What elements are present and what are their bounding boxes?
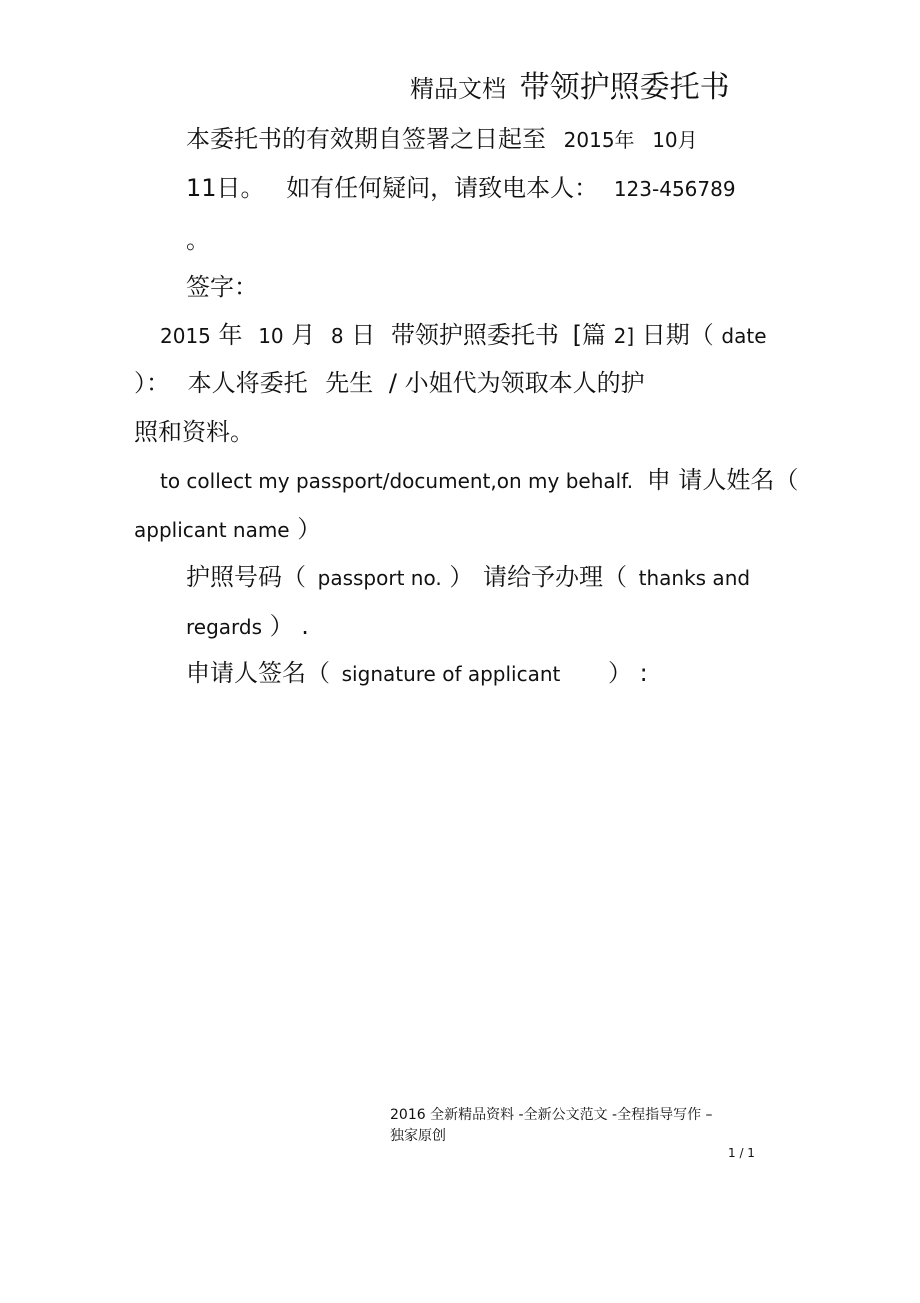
sign-en: signature of applicant [341, 662, 561, 686]
authorize-cont-line [134, 417, 254, 447]
period-line [186, 225, 210, 255]
please-label: 请给予办理（ [482, 563, 627, 591]
phone-number: 123-456789 [613, 177, 736, 201]
passport-en: passport no. [317, 566, 442, 590]
passport-line [186, 562, 750, 593]
part-label: [篇 [572, 321, 606, 349]
passport-close: ） [449, 563, 474, 591]
validity-day: 11日。 [186, 174, 265, 202]
date-year-unit: 年 [218, 321, 243, 349]
contact-text: 如有任何疑问，请致电本人： [286, 174, 599, 202]
footer-line-1 [390, 1106, 713, 1124]
sign-label: 申请人签名（ [186, 659, 330, 687]
applicant-close: ） [297, 515, 322, 543]
applicant-en: applicant name [134, 518, 290, 542]
footer-line-2 [390, 1127, 446, 1145]
applicant-label: 申 请人姓名（ [646, 466, 799, 494]
date-day-unit: 日 [351, 321, 376, 349]
date-month: 10 [258, 324, 284, 348]
sign-close: ） : [608, 659, 648, 687]
validity-line [186, 124, 698, 155]
authorize-line [134, 368, 645, 398]
date-line [160, 320, 767, 351]
footer-text-1: 2016 全新精品资料 -全新公文范文 -全程指导写作 – [390, 1107, 713, 1123]
ms-text: / 小姐代为领取本人的护 [388, 369, 645, 397]
part-number: 2] [613, 324, 635, 348]
applicant-name-line [134, 514, 321, 545]
footer-text-2: 独家原创 [390, 1128, 446, 1144]
validity-month: 10月 [652, 128, 698, 152]
collect-line [160, 465, 798, 496]
passport-label: 护照号码（ [186, 563, 306, 591]
contact-line [186, 173, 736, 204]
date-label: 日期（ [641, 321, 714, 349]
page-number [728, 1144, 755, 1162]
regards-en: regards [186, 615, 263, 639]
header [410, 70, 730, 107]
document-title: 带领护照委托书 [519, 70, 730, 105]
signature-label: 签字： [186, 273, 258, 301]
validity-text: 本委托书的有效期自签署之日起至 [186, 125, 546, 153]
second-title: 带领护照委托书 [390, 321, 559, 349]
date-close: ）： [134, 369, 170, 397]
page-number-text: 1 / 1 [728, 1146, 755, 1160]
regards-close: ） . [269, 612, 309, 640]
authorize-text: 本人将委托 [187, 369, 308, 397]
date-day: 8 [330, 324, 344, 348]
authorize-cont: 照和资料。 [134, 418, 254, 446]
mr-label: 先生 [325, 369, 374, 397]
header-prefix: 精品文档 [410, 75, 506, 103]
date-year: 2015 [160, 324, 211, 348]
regards-line [186, 611, 309, 642]
sign-line [186, 658, 648, 689]
period: 。 [186, 226, 210, 254]
date-month-unit: 月 [291, 321, 316, 349]
thanks-en: thanks and [638, 566, 751, 590]
date-en: date [721, 324, 767, 348]
signature-line [186, 272, 258, 302]
validity-year: 2015年 [563, 128, 635, 152]
collect-en: to collect my passport/document,on my behalf. [160, 469, 634, 493]
